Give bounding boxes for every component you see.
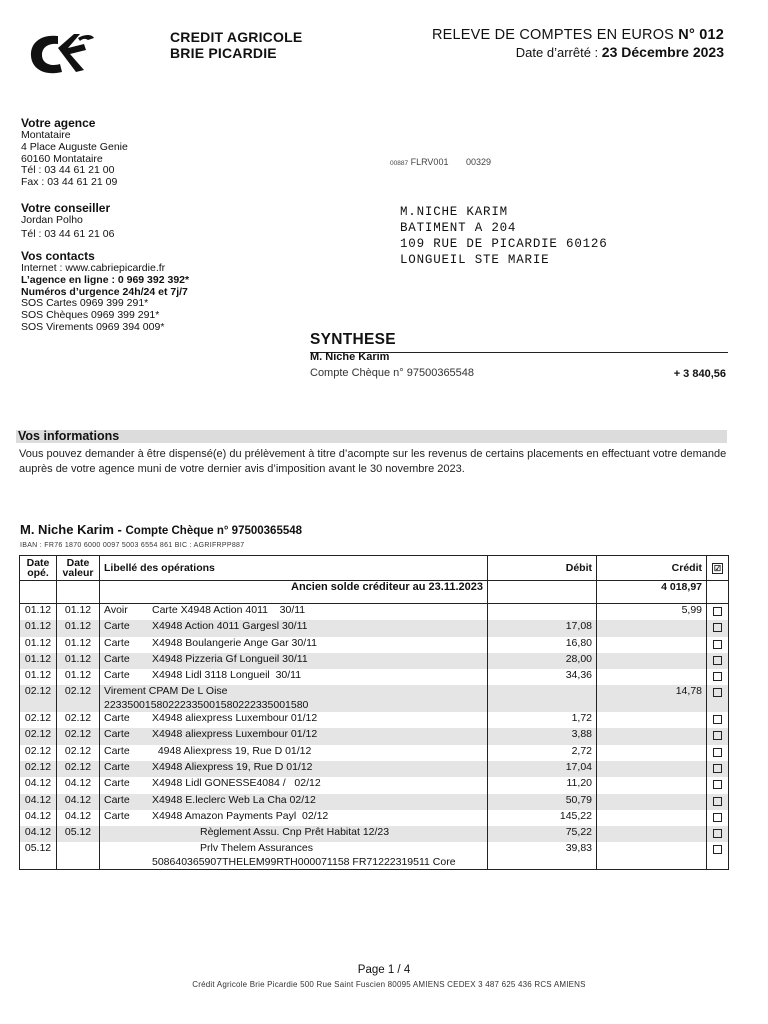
- table-row: [20, 685, 729, 712]
- libelle: Carte X4948 Boulangerie Ange Gar 30/11: [100, 637, 488, 653]
- table-row: [20, 777, 729, 793]
- credit: [597, 637, 707, 653]
- date-val: 04.12: [57, 794, 100, 810]
- libelle: Carte X4948 Lidl GONESSE4084 / 02/12: [100, 777, 488, 793]
- date-val: 01.12: [57, 637, 100, 653]
- statement-date: Date d’arrêté : 23 Décembre 2023: [515, 44, 724, 60]
- row-checkbox[interactable]: [707, 637, 729, 653]
- libelle: Carte X4948 Lidl 3118 Longueil 30/11: [100, 669, 488, 685]
- debit: 17,08: [488, 620, 597, 636]
- libelle: Virement CPAM De L Oise 22335001580222335001580222335001580: [100, 685, 488, 712]
- libelle: Carte X4948 Amazon Payments Payl 02/12: [100, 810, 488, 826]
- table-row: [20, 653, 729, 669]
- checkbox-icon[interactable]: [713, 623, 722, 632]
- libelle: Carte X4948 aliexpress Luxembour 01/12: [100, 728, 488, 744]
- row-checkbox[interactable]: [707, 826, 729, 842]
- debit: 3,88: [488, 728, 597, 744]
- date-op: 05.12: [20, 842, 57, 869]
- libelle: Carte X4948 Action 4011 Gargesl 30/11: [100, 620, 488, 636]
- date-val: 01.12: [57, 669, 100, 685]
- header-date-val: Date valeur: [57, 556, 100, 581]
- credit: [597, 842, 707, 869]
- table-row: [20, 728, 729, 744]
- date-val: 04.12: [57, 810, 100, 826]
- date-val: 02.12: [57, 685, 100, 712]
- bank-name: CREDIT AGRICOLE BRIE PICARDIE: [170, 29, 303, 61]
- table-row: [20, 637, 729, 653]
- header-libelle: Libellé des opérations: [100, 556, 488, 581]
- credit: [597, 712, 707, 728]
- credit: [597, 794, 707, 810]
- date-val: 01.12: [57, 620, 100, 636]
- row-checkbox[interactable]: [707, 604, 729, 621]
- table-row: [20, 712, 729, 728]
- recipient-address: M.NICHE KARIM BATIMENT A 204 109 RUE DE PICARDIE 60126 LONGUEIL STE MARIE: [400, 205, 608, 267]
- credit: [597, 761, 707, 777]
- synthese-title: SYNTHESE: [310, 331, 396, 348]
- table-row: [20, 794, 729, 810]
- table-row: [20, 620, 729, 636]
- row-checkbox[interactable]: [707, 728, 729, 744]
- libelle: Carte X4948 E.leclerc Web La Cha 02/12: [100, 794, 488, 810]
- opening-balance-row: Ancien solde créditeur au 23.11.2023 4 018,97: [20, 581, 729, 604]
- checkbox-icon[interactable]: [713, 640, 722, 649]
- date-op: 04.12: [20, 794, 57, 810]
- footer-text: Crédit Agricole Brie Picardie 500 Rue Saint Fuscien 80095 AMIENS CEDEX 3 487 625 436 RCS AMIENS: [192, 980, 586, 989]
- row-checkbox[interactable]: [707, 777, 729, 793]
- statement-title: RELEVE DE COMPTES EN EUROS N° 012: [431, 27, 724, 43]
- debit: 145,22: [488, 810, 597, 826]
- debit: [488, 685, 597, 712]
- debit: [488, 604, 597, 621]
- table-row: [20, 761, 729, 777]
- credit: [597, 745, 707, 761]
- libelle: Carte X4948 Pizzeria Gf Longueil 30/11: [100, 653, 488, 669]
- info-title: Vos informations: [18, 429, 120, 443]
- date-op: 01.12: [20, 637, 57, 653]
- synthese-account: Compte Chèque n° 97500365548: [310, 367, 475, 379]
- contacts-block: Vos contacts Internet : www.cabriepicardie.fr L’agence en ligne : 0 969 392 392* Numéros d’urgence 24h/24 et 7j/7 SOS Cartes 0969 399 291* SOS Chèques 0969 399 291* SOS Virements 0969 394 009*: [21, 249, 190, 333]
- checkbox-icon[interactable]: [713, 731, 722, 740]
- libelle: Carte X4948 aliexpress Luxembour 01/12: [100, 712, 488, 728]
- credit: [597, 669, 707, 685]
- checkbox-icon[interactable]: [713, 764, 722, 773]
- date-val: 02.12: [57, 761, 100, 777]
- internet-link[interactable]: Internet : www.cabriepicardie.fr: [21, 262, 166, 274]
- agency-block: Votre agence Montataire 4 Place Auguste Genie 60160 Montataire Tél : 03 44 61 21 00 Fax : 03 44 61 21 09: [21, 116, 128, 189]
- table-row: [20, 842, 729, 869]
- date-val: 01.12: [57, 604, 100, 621]
- date-op: 04.12: [20, 810, 57, 826]
- operations-table: [19, 555, 729, 870]
- date-val: 01.12: [57, 653, 100, 669]
- credit: [597, 810, 707, 826]
- debit: 17,04: [488, 761, 597, 777]
- account-title: M. Niche Karim - Compte Chèque n° 97500365548: [20, 522, 303, 537]
- row-checkbox[interactable]: [707, 620, 729, 636]
- checkbox-icon[interactable]: [713, 813, 722, 822]
- date-op: 01.12: [20, 653, 57, 669]
- libelle: Avoir Carte X4948 Action 4011 30/11: [100, 604, 488, 621]
- iban: IBAN : FR76 1870 6000 0097 5003 6554 861 BIC : AGRIFRPP887: [20, 542, 245, 549]
- debit: 1,72: [488, 712, 597, 728]
- debit: 16,80: [488, 637, 597, 653]
- libelle: Carte X4948 Aliexpress 19, Rue D 01/12: [100, 761, 488, 777]
- credit: [597, 728, 707, 744]
- checkbox-icon[interactable]: [713, 672, 722, 681]
- date-val: 04.12: [57, 777, 100, 793]
- row-checkbox[interactable]: [707, 745, 729, 761]
- info-header-bar: [16, 430, 727, 443]
- info-text: Vous pouvez demander à être dispensé(e) du prélèvement à titre d’acompte sur les revenus de certains placements en effectuant votre demande auprès de votre agence muni de votre dernier avis d’imposition avant le 30 novembre 2023.: [19, 448, 727, 475]
- date-op: 04.12: [20, 826, 57, 842]
- date-op: 02.12: [20, 685, 57, 712]
- row-checkbox[interactable]: [707, 794, 729, 810]
- credit: 5,99: [597, 604, 707, 621]
- checkbox-icon[interactable]: [713, 607, 722, 616]
- libelle: Prlv Thelem Assurances 508640365907THELEM99RTH000071158 FR71222319511 Core: [100, 842, 488, 869]
- debit: 50,79: [488, 794, 597, 810]
- checkbox-icon[interactable]: [713, 845, 722, 854]
- debit: 2,72: [488, 745, 597, 761]
- statement-number: N° 012: [678, 27, 724, 43]
- credit: [597, 620, 707, 636]
- date-val: 02.12: [57, 728, 100, 744]
- credit: [597, 777, 707, 793]
- table-row: [20, 604, 729, 621]
- row-checkbox[interactable]: [707, 842, 729, 869]
- checkbox-icon[interactable]: [713, 748, 722, 757]
- debit: 34,36: [488, 669, 597, 685]
- synthese-name: M. Niche Karim: [310, 351, 390, 363]
- table-row: [20, 810, 729, 826]
- table-row: [20, 826, 729, 842]
- date-op: 02.12: [20, 728, 57, 744]
- table-row: [20, 745, 729, 761]
- debit: 28,00: [488, 653, 597, 669]
- checkbox-icon[interactable]: [713, 797, 722, 806]
- row-checkbox[interactable]: [707, 712, 729, 728]
- date-op: 01.12: [20, 604, 57, 621]
- table-row: [20, 669, 729, 685]
- date-op: 02.12: [20, 712, 57, 728]
- checkbox-icon[interactable]: [713, 656, 722, 665]
- header-credit: Crédit: [597, 556, 707, 581]
- page-number: Page 1 / 4: [357, 964, 411, 976]
- header-date-op: Date opé.: [20, 556, 57, 581]
- date-op: 02.12: [20, 745, 57, 761]
- credit-agricole-logo: [28, 30, 96, 78]
- row-checkbox[interactable]: [707, 685, 729, 712]
- debit: 75,22: [488, 826, 597, 842]
- mail-reference: 00887 FLRV001 00329: [390, 157, 491, 167]
- row-checkbox[interactable]: [707, 669, 729, 685]
- checkbox-icon[interactable]: [713, 780, 722, 789]
- libelle: Règlement Assu. Cnp Prêt Habitat 12/23: [100, 826, 488, 842]
- checkbox-icon[interactable]: [713, 715, 722, 724]
- checkbox-icon[interactable]: [713, 829, 722, 838]
- date-op: 04.12: [20, 777, 57, 793]
- header-debit: Débit: [488, 556, 597, 581]
- row-checkbox[interactable]: [707, 810, 729, 826]
- row-checkbox[interactable]: [707, 653, 729, 669]
- date-val: 05.12: [57, 826, 100, 842]
- checkbox-icon[interactable]: [713, 688, 722, 697]
- debit: 39,83: [488, 842, 597, 869]
- credit: 14,78: [597, 685, 707, 712]
- credit: [597, 826, 707, 842]
- date-val: 02.12: [57, 712, 100, 728]
- credit: [597, 653, 707, 669]
- date-op: 02.12: [20, 761, 57, 777]
- date-val: [57, 842, 100, 869]
- synthese-amount: + 3 840,56: [673, 368, 726, 380]
- date-op: 01.12: [20, 669, 57, 685]
- debit: 11,20: [488, 777, 597, 793]
- date-op: 01.12: [20, 620, 57, 636]
- row-checkbox[interactable]: [707, 761, 729, 777]
- header-check: ☑: [707, 556, 729, 581]
- date-val: 02.12: [57, 745, 100, 761]
- libelle: Carte 4948 Aliexpress 19, Rue D 01/12: [100, 745, 488, 761]
- advisor-block: Votre conseiller Jordan Polho Tél : 03 44 61 21 06: [21, 201, 115, 240]
